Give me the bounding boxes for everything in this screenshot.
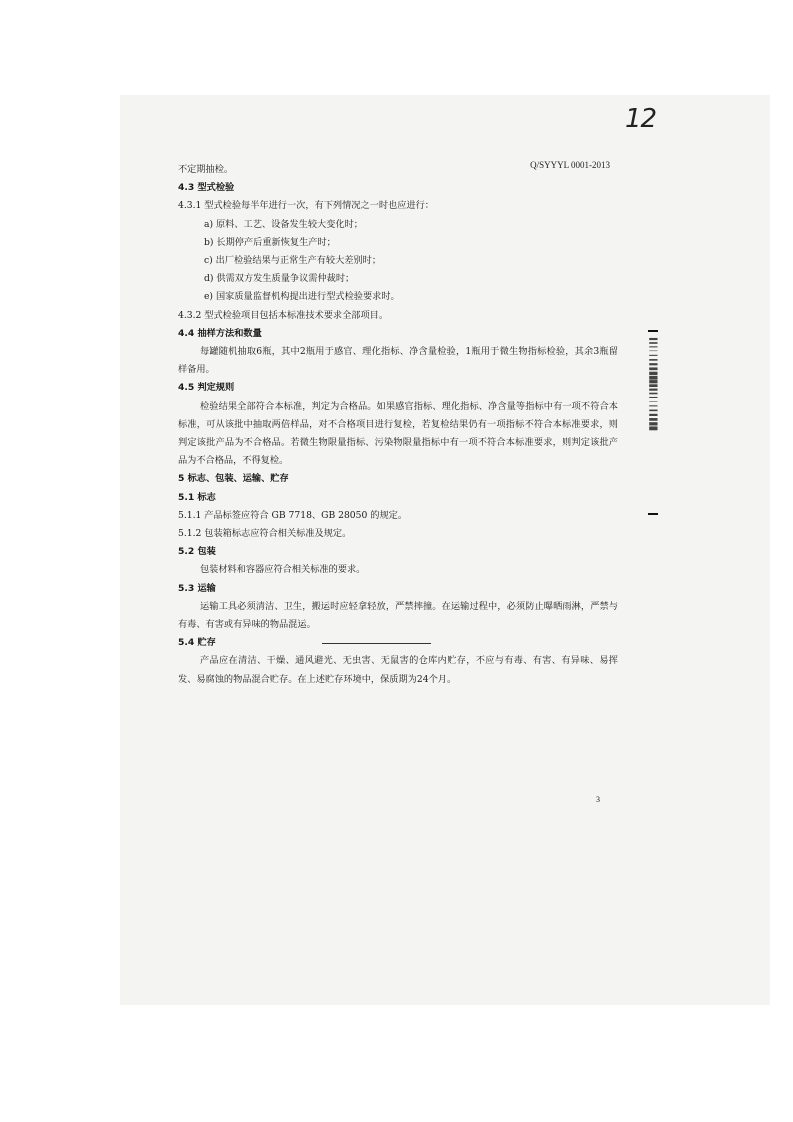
paragraph-sampling: 每罐随机抽取6瓶，其中2瓶用于感官、理化指标、净含量检验，1瓶用于微生物指标检验，其余3瓶留样备用。 <box>178 346 618 376</box>
section-heading: 4.4 抽样方法和数量 <box>178 327 262 339</box>
text-line: 4.3.1 型式检验每半年进行一次，有下列情况之一时也应进行： <box>178 200 434 212</box>
paragraph-judgement: 检验结果全部符合本标准，判定为合格品。如果感官指标、理化指标、净含量等指标中有一项不符合本标准，可从该批中抽取两倍样品，对不合格项目进行复检，若复检结果仍有一项指标不符合本标准要求，则判定该批产品为不合格品。若微生物限量指标、污染物限量指标中有一项不符合本标准要求，则判定该批产品为不合格品，不得复检。 <box>178 400 618 467</box>
text-line: 5.1.1 产品标签应符合 GB 7718、GB 28050 的规定。 <box>178 509 408 521</box>
paragraph-storage: 产品应在清洁、干燥、通风避光、无虫害、无鼠害的仓库内贮存，不应与有毒、有害、有异味、易挥发、易腐蚀的物品混合贮存。在上述贮存环境中，保质期为24个月。 <box>178 655 618 685</box>
list-item: e) 国家质量监督机构提出进行型式检验要求时。 <box>204 291 400 303</box>
text-line: 5.1.2 包装箱标志应符合相关标准及规定。 <box>178 528 352 540</box>
list-item: c) 出厂检验结果与正常生产有较大差别时； <box>204 255 382 267</box>
margin-tick <box>648 330 658 332</box>
paragraph-packaging: 包装材料和容器应符合相关标准的要求。 <box>200 564 366 576</box>
margin-stamp: ▌▍▎▏▎▍▌▋▊▉▊▋▌▍▎▏▎▍▌▋▊▉ <box>649 338 657 431</box>
section-heading: 5 标志、包装、运输、贮存 <box>178 473 289 485</box>
end-rule <box>322 643 431 644</box>
document-code: Q/SYYYL 0001-2013 <box>530 160 610 170</box>
section-heading: 4.3 型式检验 <box>178 182 235 194</box>
list-item: b) 长期停产后重新恢复生产时； <box>204 236 336 248</box>
section-heading: 5.4 贮存 <box>178 637 216 649</box>
section-heading: 5.2 包装 <box>178 546 216 558</box>
binding-margin-mark <box>648 330 658 515</box>
section-heading: 5.3 运输 <box>178 582 216 594</box>
page-number: 3 <box>596 795 600 804</box>
text-line: 4.3.2 型式检验项目包括本标准技术要求全部项目。 <box>178 309 389 321</box>
list-item: a) 原料、工艺、设备发生较大变化时； <box>204 218 363 230</box>
section-heading: 4.5 判定规则 <box>178 382 235 394</box>
text-line: 不定期抽检。 <box>178 164 234 175</box>
margin-tick <box>648 513 658 515</box>
section-heading: 5.1 标志 <box>178 491 216 503</box>
paragraph-transport: 运输工具必须清洁、卫生，搬运时应轻拿轻放，严禁摔撞。在运输过程中，必须防止曝晒雨淋，严禁与有毒、有害或有异味的物品混运。 <box>178 600 618 631</box>
document-body <box>178 161 618 689</box>
handwritten-page-number: 12 <box>625 104 657 134</box>
list-item: d) 供需双方发生质量争议需仲裁时； <box>204 273 355 285</box>
